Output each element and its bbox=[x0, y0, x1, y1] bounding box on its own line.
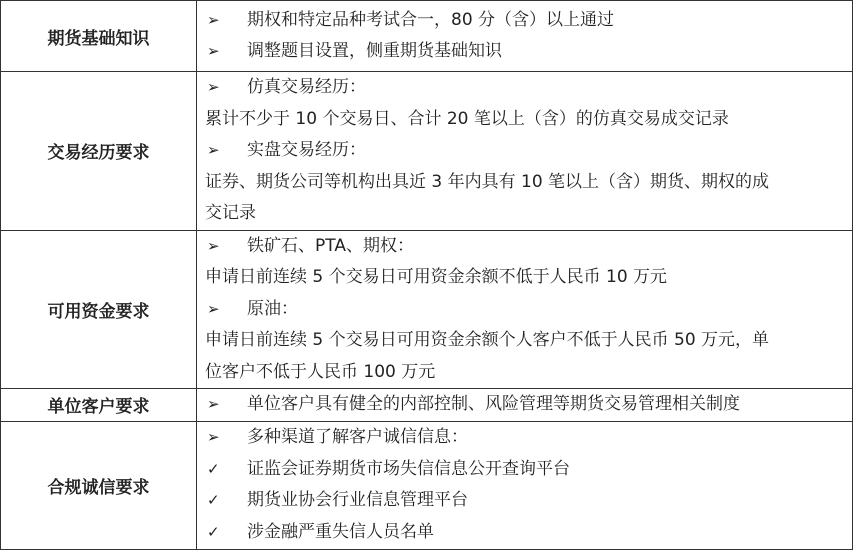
row-label: 交易经历要求 bbox=[1, 72, 197, 231]
line-text: 期权和特定品种考试合一，80 分（含）以上通过 bbox=[247, 9, 615, 30]
content-line bbox=[205, 485, 852, 517]
line-text: 仿真交易经历： bbox=[247, 77, 366, 97]
line-text: 期货业协会行业信息管理平台 bbox=[247, 490, 468, 510]
content-line bbox=[205, 422, 852, 454]
check-icon: ✓ bbox=[207, 459, 220, 478]
arrow-bullet-icon: ➢ bbox=[207, 428, 220, 446]
check-icon: ✓ bbox=[207, 522, 220, 541]
content-line bbox=[205, 325, 852, 357]
arrow-bullet-icon: ➢ bbox=[207, 299, 220, 318]
content-line bbox=[205, 262, 852, 294]
row-content bbox=[197, 230, 853, 389]
table-row bbox=[1, 421, 853, 549]
line-text: 申请日前连续 5 个交易日可用资金余额个人客户不低于人民币 50 万元，单 bbox=[205, 330, 770, 350]
line-text: 铁矿石、PTA、期权： bbox=[247, 235, 414, 256]
table-row bbox=[1, 72, 853, 231]
arrow-bullet-icon: ➢ bbox=[207, 395, 220, 413]
arrow-bullet-icon: ➢ bbox=[207, 141, 220, 159]
table-row bbox=[1, 230, 853, 389]
row-label: 可用资金要求 bbox=[1, 230, 197, 389]
line-text: 单位客户具有健全的内部控制、风险管理等期货交易管理相关制度 bbox=[247, 394, 740, 414]
line-text: 交记录 bbox=[205, 203, 256, 223]
line-text: 累计不少于 10 个交易日、合计 20 笔以上（含）的仿真交易成交记录 bbox=[205, 108, 729, 129]
line-text: 多种渠道了解客户诚信信息： bbox=[247, 427, 468, 447]
content-line bbox=[205, 198, 852, 230]
row-content bbox=[197, 421, 853, 549]
line-text: 调整题目设置，侧重期货基础知识 bbox=[247, 41, 502, 61]
line-text: 证券、期货公司等机构出具近 3 年内具有 10 笔以上（含）期货、期权的成 bbox=[205, 171, 770, 192]
line-text: 位客户不低于人民币 100 万元 bbox=[205, 361, 436, 382]
arrow-bullet-icon: ➢ bbox=[207, 42, 220, 60]
line-text: 涉金融严重失信人员名单 bbox=[247, 521, 434, 542]
line-text: 申请日前连续 5 个交易日可用资金余额不低于人民币 10 万元 bbox=[205, 267, 668, 287]
content-line bbox=[205, 135, 852, 167]
content-line bbox=[205, 294, 852, 326]
content-line bbox=[205, 72, 852, 104]
arrow-bullet-icon: ➢ bbox=[207, 236, 220, 255]
row-label: 期货基础知识 bbox=[1, 1, 197, 72]
line-text: 证监会证券期货市场失信信息公开查询平台 bbox=[247, 458, 570, 479]
arrow-bullet-icon: ➢ bbox=[207, 78, 220, 96]
line-text: 原油： bbox=[247, 298, 298, 319]
content-line bbox=[205, 454, 852, 486]
table-row bbox=[1, 1, 853, 72]
row-content bbox=[197, 1, 853, 72]
line-text: 实盘交易经历： bbox=[247, 140, 366, 160]
content-line bbox=[205, 5, 852, 37]
content-line bbox=[205, 389, 852, 421]
row-label: 单位客户要求 bbox=[1, 389, 197, 422]
row-content bbox=[197, 389, 853, 422]
content-line bbox=[205, 357, 852, 389]
arrow-bullet-icon: ➢ bbox=[207, 10, 220, 29]
content-line bbox=[205, 167, 852, 199]
content-line bbox=[205, 36, 852, 68]
check-icon: ✓ bbox=[207, 491, 220, 509]
table-row bbox=[1, 389, 853, 422]
row-label: 合规诚信要求 bbox=[1, 421, 197, 549]
content-line bbox=[205, 104, 852, 136]
content-line bbox=[205, 517, 852, 549]
content-line bbox=[205, 231, 852, 263]
row-content bbox=[197, 72, 853, 231]
